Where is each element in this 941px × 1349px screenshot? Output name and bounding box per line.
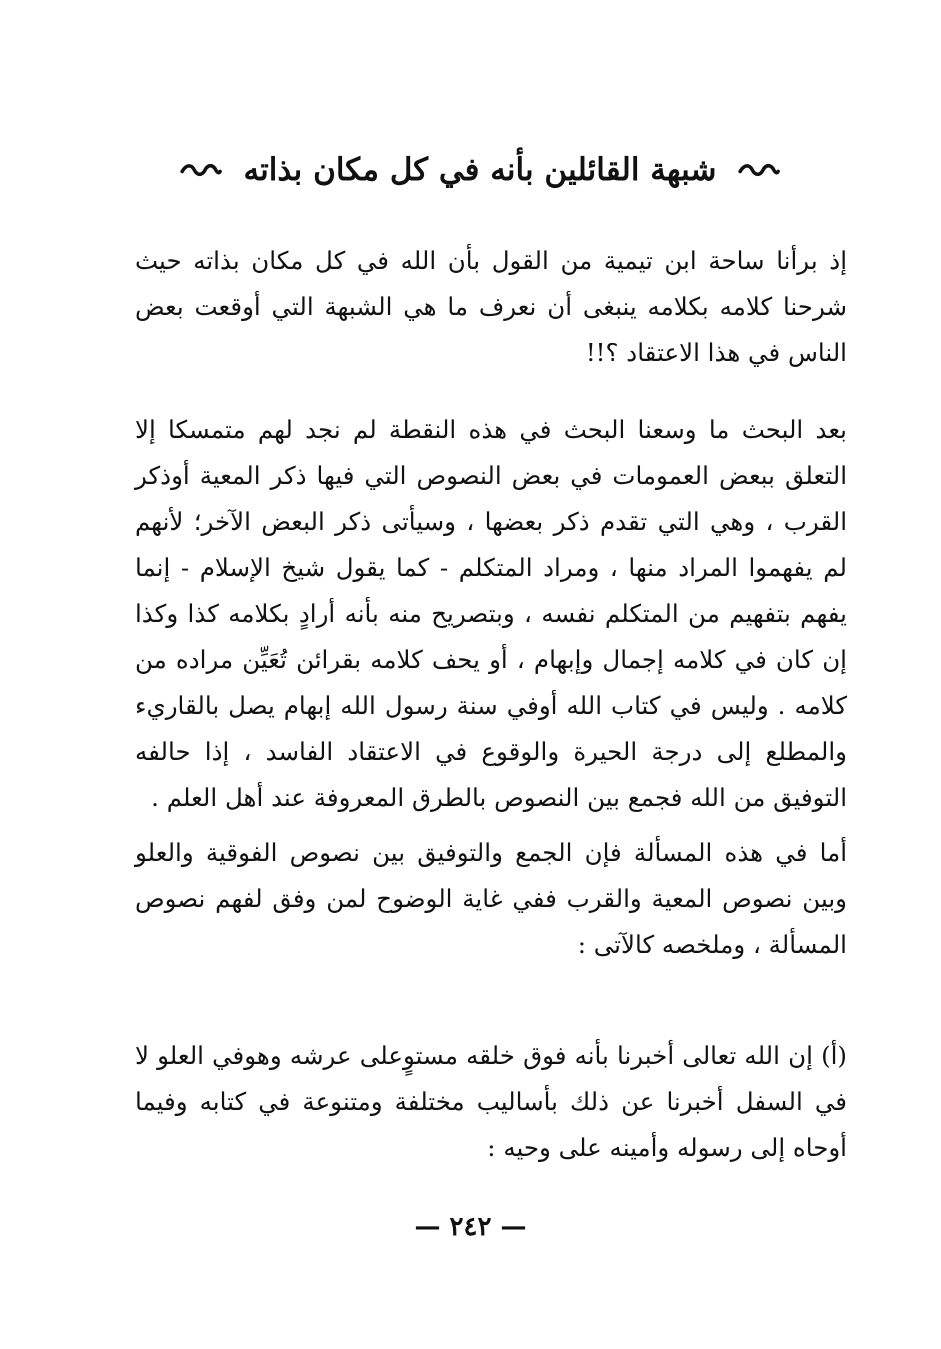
paragraph-reconciliation: أما في هذه المسألة فإن الجمع والتوفيق بين نصوص الفوقية والعلو وبين نصوص المعية والقرب ففي غاية الوضوح لمن وفق لفهم نصوص المسألة ، وملخصه كالآتى :: [135, 838, 847, 959]
page-number: — ٢٤٢ —: [414, 1212, 527, 1242]
heading-row: [180, 140, 780, 200]
section-heading: شبهة القائلين بأنه في كل مكان بذاته: [243, 152, 717, 188]
paragraph-intro: إذ برأنا ساحة ابن تيمية من القول بأن الله في كل مكان بذاته حيث شرحنا كلامه بكلامه ينبغى أن نعرف ما هي الشبهة التي أوقعت بعض الناس في هذا الاعتقاد ؟!!: [135, 246, 847, 367]
paragraph-point-a: (أ) إن الله تعالى أخبرنا بأنه فوق خلقه مستوٍعلى عرشه وهوفي العلو لا في السفل أخبرنا عن ذلك بأساليب مختلفة ومتنوعة في كتابه وفيما أوحاه إلى رسوله وأمينه على وحيه :: [135, 1041, 847, 1162]
wavy-flourish-icon: [180, 160, 222, 180]
wavy-flourish-icon: [738, 160, 780, 180]
paragraph-research: بعد البحث ما وسعنا البحث في هذه النقطة لم نجد لهم متمسكا إلا التعلق ببعض العمومات في بعض النصوص التي فيها ذكر المعية أوذكر القرب ، وهي التي تقدم ذكر بعضها ، وسيأتى ذكر البعض الآخر؛ لأنهم لم يفهموا المراد منها ، ومراد المتكلم - كما يقول شيخ الإسلام - إنما يفهم بتفهيم من المتكلم نفسه ، وبتصريح منه بأنه أرادٍ بكلامه كذا وكذا إن كان في كلامه إجمال وإبهام ، أو يحف كلامه بقرائن تُعَيِّن مراده من كلامه . وليس في كتاب الله أوفي سنة رسول الله إبهام يصل بالقاريء والمطلع إلى درجة الحيرة والوقوع في الاعتقاد الفاسد ، إذا حالفه التوفيق من الله فجمع بين النصوص بالطرق المعروفة عند أهل العلم .: [135, 415, 847, 812]
